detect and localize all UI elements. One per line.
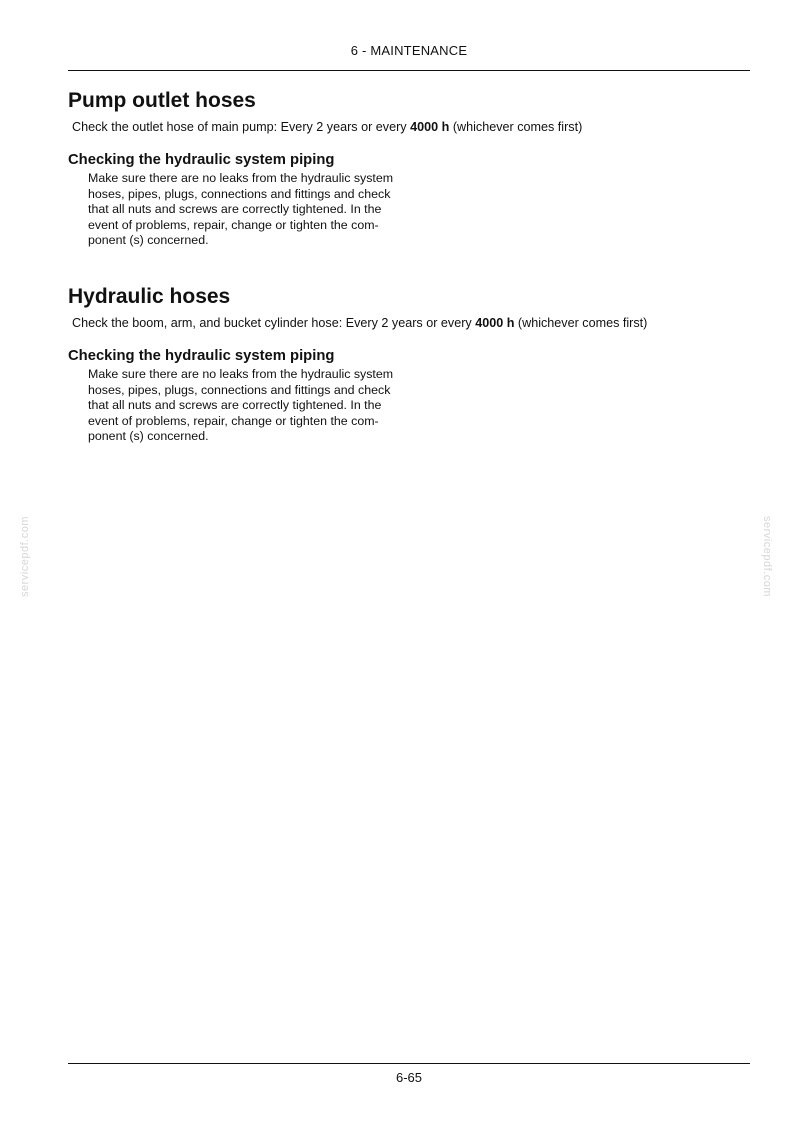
body-line: hoses, pipes, plugs, connections and fittings and check — [88, 382, 391, 397]
intro-text: Check the outlet hose of main pump: Every 2 years or every — [72, 120, 411, 134]
intro-text: Check the boom, arm, and bucket cylinder hose: Every 2 years or every — [72, 316, 476, 330]
chapter-title: 6 - MAINTENANCE — [350, 43, 468, 58]
body-line: Make sure there are no leaks from the hydraulic system — [88, 367, 394, 381]
interval-value: 4000 h — [475, 316, 515, 330]
body-paragraph — [88, 367, 414, 445]
body-paragraph — [88, 171, 414, 249]
subsection-title: Checking the hydraulic system piping — [68, 348, 335, 364]
watermark-right: servicepdf.com — [761, 516, 773, 597]
section-title: Hydraulic hoses — [68, 285, 231, 308]
body-line: ponent (s) concerned. — [88, 233, 209, 248]
section-title: Pump outlet hoses — [68, 89, 256, 112]
section-hydraulic-hoses — [68, 284, 750, 445]
body-line: that all nuts and screws are correctly tightened. In the — [88, 398, 382, 413]
intro-text-end: (whichever comes first) — [449, 120, 583, 134]
section-pump-outlet-hoses — [68, 88, 750, 249]
subsection-title: Checking the hydraulic system piping — [68, 152, 335, 168]
footer-rule — [68, 1063, 750, 1064]
watermark-left: servicepdf.com — [19, 516, 31, 597]
header-rule — [68, 70, 750, 71]
body-line: that all nuts and screws are correctly tightened. In the — [88, 202, 382, 217]
body-line: Make sure there are no leaks from the hydraulic system — [88, 171, 394, 185]
intro-text-end: (whichever comes first) — [514, 316, 648, 330]
section-intro — [72, 119, 750, 135]
body-line: event of problems, repair, change or tighten the com- — [88, 413, 379, 428]
body-line: event of problems, repair, change or tighten the com- — [88, 217, 379, 232]
section-intro — [72, 315, 750, 331]
page-number: 6-65 — [395, 1070, 423, 1085]
body-line: ponent (s) concerned. — [88, 429, 209, 444]
interval-value: 4000 h — [410, 120, 450, 134]
body-line: hoses, pipes, plugs, connections and fittings and check — [88, 186, 391, 201]
